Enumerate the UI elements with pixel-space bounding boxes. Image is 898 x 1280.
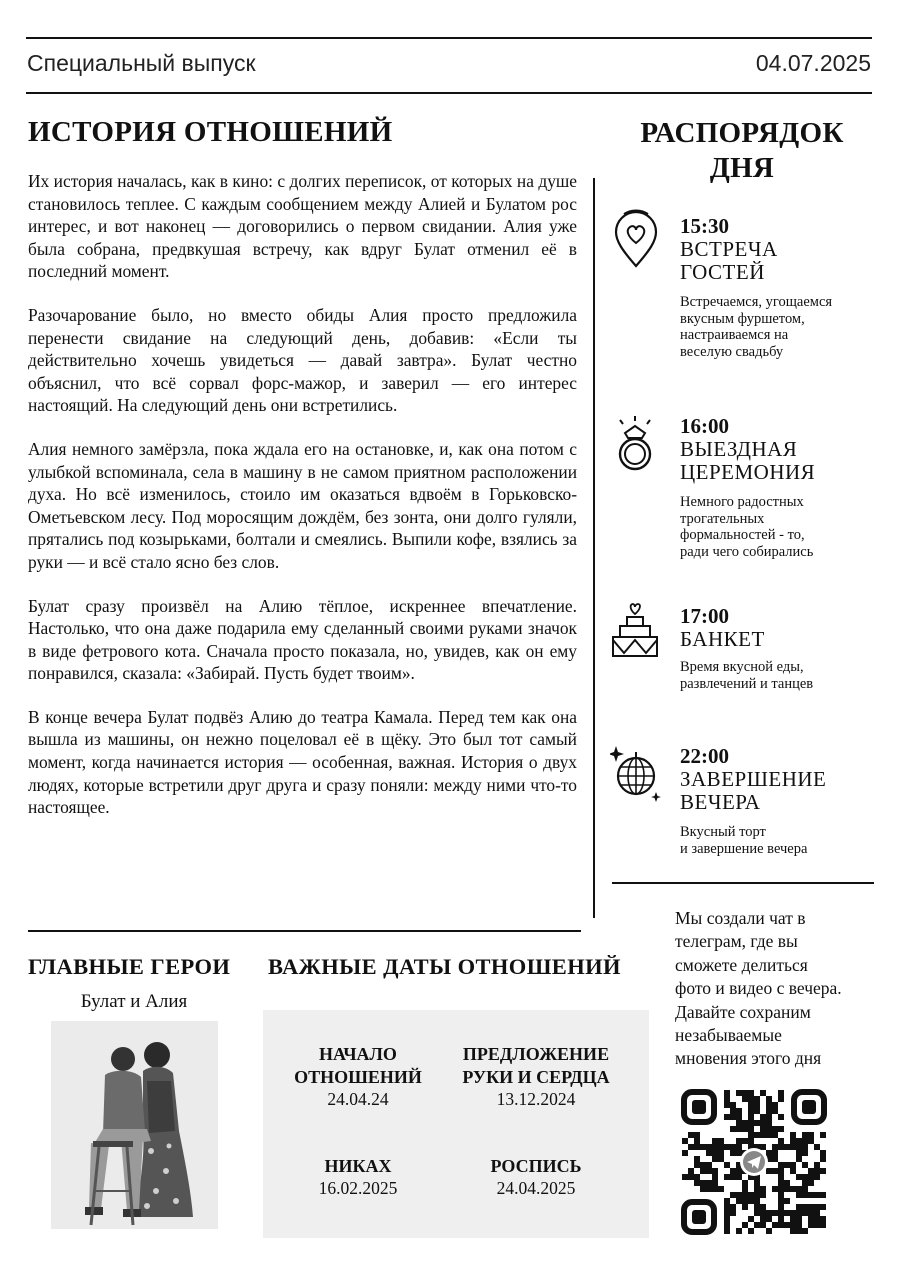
heroes-names: Булат и Алия: [80, 991, 188, 1012]
story-paragraph: Алия немного замёрзла, пока ждала его на остановке, и, как она потом с улыбкой вспоминала, села в машину в не самом приятном расположении духа. Но всё изменилось, стоило им оказаться вдвоём в Горьковско-Ометьевском лесу. Под моросящим дождём, без зонта, они долго гуляли, прятались под козырьками, болтали и смеялись. Выпили кофе, взялись за руки — и всё стало ясно без слов.: [28, 438, 577, 572]
story-paragraph: Их история началась, как в кино: с долгих переписок, от которых на душе становилось теплее. С каждым сообщением между Алией и Булатом рос интерес, и вот наконец — договорились о первом свидании. Алия уже была собрана, предвкушая встречу, как вдруг Булат отменил её в последний момент.: [28, 171, 577, 282]
telegram-qr-code[interactable]: [680, 1088, 828, 1236]
dates-title: ВАЖНЫЕ ДАТЫ ОТНОШЕНИЙ: [268, 954, 621, 979]
heroes-title: ГЛАВНЫЕ ГЕРОИ: [28, 954, 231, 979]
header-top-rule: [26, 37, 872, 39]
event-time: 15:30: [680, 214, 729, 238]
story-paragraph: Булат сразу произвёл на Алию тёплое, искреннее впечатление. Настолько, что она даже подарила ему сделанный своими руками значок в виде фетрового кота. Сначала просто показала, но, увидев, как он ему понравился, сказала: «Забирай. Пусть будет твоим».: [28, 595, 577, 684]
cake-icon: [610, 600, 662, 660]
schedule-event: [680, 215, 880, 360]
event-description: Встречаемся, угощаемся вкусным фуршетом, настраиваемся на веселую свадьбу: [680, 294, 833, 360]
schedule-title: РАСПОРЯДОК ДНЯ: [640, 117, 844, 184]
event-title: ЗАВЕРШЕНИЕ: [680, 767, 827, 791]
header-bottom-rule: [26, 92, 872, 94]
schedule-event: [680, 415, 880, 560]
event-time: 17:00: [680, 604, 729, 628]
couple-photo-illustration: [51, 1021, 218, 1229]
schedule-event: [680, 605, 880, 692]
ring-icon: [610, 414, 662, 474]
story-bottom-rule: [28, 930, 581, 932]
event-title: ГОСТЕЙ: [680, 260, 765, 284]
disco-ball-icon: [610, 744, 662, 804]
event-title: ВЕЧЕРА: [680, 790, 761, 814]
event-description: Немного радостных трогательных формальностей - то, ради чего собирались: [680, 494, 814, 560]
date-item: НАЧАЛО ОТНОШЕНИЙ 24.04.24: [294, 1044, 422, 1109]
story-paragraph: В конце вечера Булат подвёз Алию до театра Камала. Перед тем как она вышла из машины, он нежно поцеловал её в щёку. Это был тот самый момент, когда начинается история — особенная, важная. История о двух людях, которые встретили друг друга и сразу поняли: между ними что-то настоящее.: [28, 706, 577, 818]
event-title: ВСТРЕЧА: [680, 237, 778, 261]
column-divider: [593, 178, 595, 918]
story-title: ИСТОРИЯ ОТНОШЕНИЙ: [28, 116, 393, 148]
schedule-bottom-rule: [612, 882, 874, 884]
event-description: Вкусный торт и завершение вечера: [680, 824, 808, 857]
date-item: НИКАХ 16.02.2025: [318, 1156, 398, 1198]
issue-date: 04.07.2025: [755, 50, 871, 76]
issue-label: Специальный выпуск: [27, 50, 256, 76]
schedule-event: [680, 745, 880, 857]
event-title: БАНКЕТ: [680, 627, 765, 651]
date-item: РОСПИСЬ 24.04.2025: [490, 1156, 582, 1198]
location-heart-icon: [610, 208, 662, 268]
story-paragraph: Разочарование было, но вместо обиды Алия просто предложила перенести свидание на следующий день, добавив: «Если ты действительно хочешь увидеться — давай завтра». Булат честно объяснил, что всё сорвал форс-мажор, и заверил — его интерес настоящий. На следующий день они встретились.: [28, 304, 577, 416]
event-description: Время вкусной еды, развлечений и танцев: [680, 659, 814, 692]
event-title: ВЫЕЗДНАЯ: [680, 437, 798, 461]
event-time: 22:00: [680, 744, 729, 768]
dates-panel: [263, 1010, 649, 1238]
story-body: [28, 170, 577, 840]
event-time: 16:00: [680, 414, 729, 438]
date-item: ПРЕДЛОЖЕНИЕ РУКИ И СЕРДЦА 13.12.2024: [462, 1044, 610, 1109]
couple-photo: [51, 1021, 218, 1229]
chat-invitation: Мы создали чат в телеграм, где вы сможете делиться фото и видео с вечера. Давайте сохраним незабываемые мновения этого дня: [675, 908, 842, 1069]
event-title: ЦЕРЕМОНИЯ: [680, 460, 816, 484]
